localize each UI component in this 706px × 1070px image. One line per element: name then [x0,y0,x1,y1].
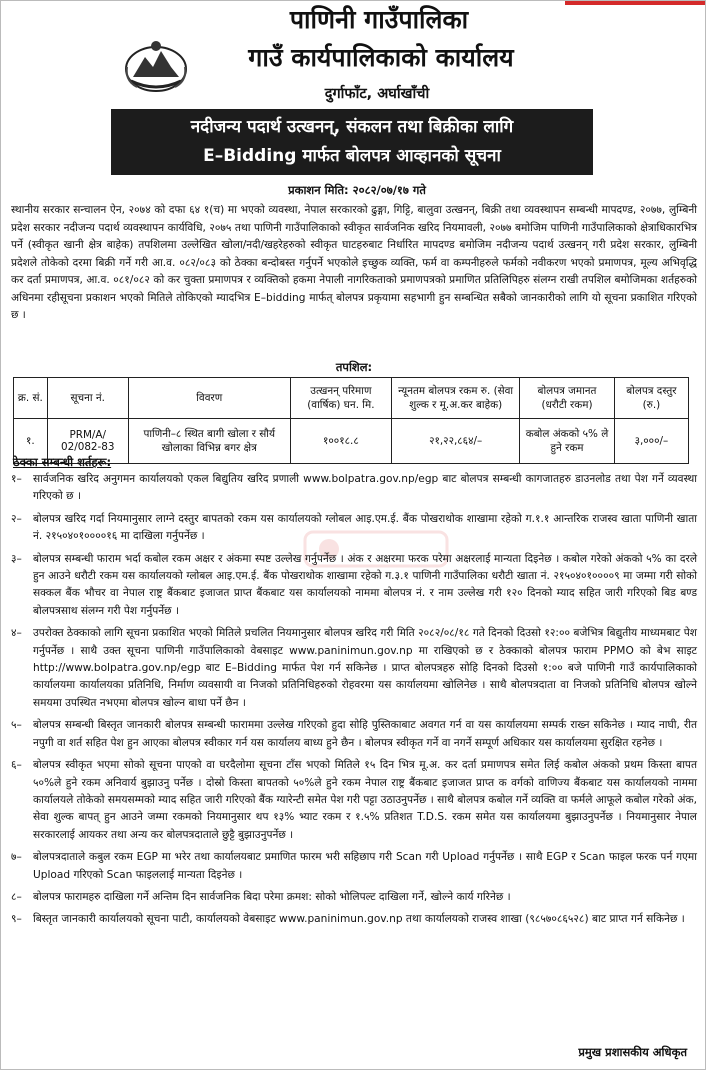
term-number: ४– [11,627,22,640]
office-name: गाउँ कार्यपालिकाको कार्यालय [248,43,514,72]
term-number: ६– [11,759,22,772]
term-text: बोलपत्र सम्बन्धी फाराम भर्दा कबोल रकम अक्षर र अंकमा स्पष्ट उल्लेख गर्नुपर्नेछ । अंक र अक्षरमा फरक परेमा अक्षरलाई मान्यता दिइनेछ । कबोल गरेको अंकको ५% का दरले हुन आउने धरौटी रकम यस कार्यालयको ग्लोबल आइ.एम.ई. बैंक पोखराथोक शाखामा रहेको ग.३.१ पाणिनी गाउँपालिका धरौटी खाता नं. २१५०४०१००००९ मा जम्मा गरी सोको सक्कल बैंक भौचर वा नेपाल राष्ट्र बैंकबाट इजाजत प्राप्त बैंकबाट यस कार्यालयको नाममा बोलपत्र नं. र नाम उल्लेख गरी १२० दिनको म्याद सहित जारी गरिएको बिड बण्ड बोलपत्रसाथ संलग्न गरी पेश गर्नुपर्नेछ । [33,552,697,617]
term-item [11,849,697,884]
tender-details-table [13,377,689,464]
banner-line-2: E–Bidding मार्फत बोलपत्र आव्हानको सूचना [203,146,501,166]
term-text: बोलपत्र फारामहरु दाखिला गर्ने अन्तिम दिन सार्वजनिक बिदा परेमा क्रमश: सोको भोलिपल्ट दाखिला गर्ने, खोल्ने कार्य गरिनेछ । [33,890,511,903]
terms-title: ठेक्का सम्बन्धी शर्तहरू: [13,455,112,469]
term-number: १– [11,473,22,485]
header-sn: क्र. सं. [14,378,48,419]
cell-min-bid: २१,२२,८६४/– [392,419,520,464]
term-number: ३– [11,552,22,565]
term-number: ५– [11,719,22,732]
signature-title: प्रमुख प्रशासकीय अधिकृत [578,1045,687,1059]
header-bid-security: बोलपत्र जमानत (धरौटी रकम) [520,378,615,419]
term-number: २– [11,512,22,525]
header-quantity: उत्खनन् परिमाण (वार्षिक) घन. मि. [290,378,391,419]
cell-bid-security: कबोल अंकको ५% ले हुने रकम [520,419,615,464]
table-header-row [14,378,689,419]
term-item [11,757,697,844]
office-address: दुर्गाफाँट, अर्घाखाँची [324,86,430,102]
term-item [11,511,697,546]
banner-line-1: नदीजन्य पदार्थ उत्खनन्, संकलन तथा बिक्रीका लागि [190,117,514,137]
term-text: बिस्तृत जानकारी कार्यालयको सूचना पाटी, कार्यालयको वेबसाइट www.paninimun.gov.np तथा कार्यालयको राजस्व शाखा (९८५७०८६५२८) बाट प्राप्त गर्न सकिनेछ । [33,913,685,926]
term-number: ८– [11,890,22,903]
cell-bid-fee: ३,०००/– [614,419,688,464]
term-number: ९– [11,913,22,926]
term-item [11,551,697,621]
term-text: सार्वजनिक खरिद अनुगमन कार्यालयको एकल बिद्युतिय खरिद प्रणाली www.bolpatra.gov.np/egp बाट बोलपत्र सम्बन्धी कागजातहरु डाउनलोड तथा पेश गर्ने व्यवस्था गरिएको छ । [33,473,697,503]
header-min-bid: न्यूनतम बोलपत्र रकम रु. (सेवा शुल्क र मू.अ.कर बाहेक) [392,378,520,419]
table-row [14,419,689,464]
term-item [11,889,697,906]
intro-paragraph: स्थानीय सरकार सन्चालन ऐन, २०७४ को दफा ६४ १(च) मा भएको व्यवस्था, नेपाल सरकारको ढुङ्गा, गिट्टि, बालुवा उत्खनन्, बिक्री तथा व्यवस्थापन सम्बन्धी मापदण्ड, २०७७, लुम्बिनी प्रदेश सरकार नदीजन्य पदार्थ व्यवस्थापन कार्यविधि, २०७५ तथा पाणिनी गाउँपालिकाको स्वीकृत सार्वजनिक खरिद नियमावली, २०७७ बमोजिम पाणिनी गाउँपालिकाको क्षेत्राधिकारभित्र पर्ने (स्वीकृत खानी क्षेत्र बाहेक) तपशिलमा उल्लेखित खोला/नदी/खहरेहरुको स्वीकृत घाटहरुबाट निर्धारित मापदण्ड बमोजिम नदीजन्य पदार्थ उत्खनन् गरी प्रदेश सरकार, लुम्बिनी प्रदेशले तोकेको दरमा बिक्री गर्ने गरी आ.व. ०८२/०८३ को ठेक्का बन्दोबस्त गर्नुपर्ने भएकोले इच्छुक व्यक्ति, फर्म वा कम्पनीहरुले फर्मको नवीकरण भएको प्रमाणपत्र, मूल्य अभिवृद्धि कर दर्ता प्रमाणपत्र, आ.व. ०८१/०८२ को कर चुक्ता प्रमाणपत्र र व्यक्तिको हकमा नेपाली नागरिकताको प्रमाणपत्रको प्रमाणित प्रतिलिपिहरु संलग्न राखी तपशिल बमोजिमका शर्तहरुको अधिनमा रहीसूचना प्रकाशन भएको मितिले तोकिएको म्यादभित्र E–bidding मार्फत् बोलपत्र प्रकृयामा सहभागी हुन सम्बन्धित सबैको जानकारीको लागि यो सूचना प्रकाशित गरिएको छ । [11,204,697,321]
cell-description: पाणिनी–८ स्थित बागी खोला र सौर्य खोलाका विभिन्न बगर क्षेत्र [128,419,290,464]
term-item [11,471,697,506]
term-number: ७– [11,851,22,864]
term-text: बोलपत्र सम्बन्धी बिस्तृत जानकारी बोलपत्र सम्बन्धी फाराममा उल्लेख गरिएको हुदा सोहि पुस्तिकाबाट अवगत गर्न वा यस कार्यालयमा सम्पर्क राख्न सकिनेछ । म्याद नाघी, रीत नपुगी वा शर्त सहित पेश हुन आएका बोलपत्र स्वीकार गर्न यस कार्यालय बाध्य हुने छैन । बोलपत्र स्वीकृत गर्ने वा नगर्ने सम्पूर्ण अधिकार यस कार्यालयमा सुरक्षित रहनेछ । [33,719,697,749]
corner-accent [565,1,705,5]
term-text: बोलपत्रदाताले कबुल रकम EGP मा भरेर तथा कार्यालयबाट प्रमाणित फारम भरी सहिछाप गरी Scan गरी Upload गर्नुपर्नेछ । साथै EGP र Scan फाइल फरक पर्न गएमा Upload गरिएको Scan फाइललाई मान्यता दिइनेछ । [33,851,697,881]
cell-notice-no: PRM/A/ 02/082-83 [47,419,128,464]
term-item [11,717,697,752]
publication-date: प्रकाशन मिति: २०८२/०७/१७ गते [288,183,426,197]
term-text: उपरोक्त ठेक्काको लागि सूचना प्रकाशित भएको मितिले प्रचलित नियमानुसार बोलपत्र खरिद गरी मिति २०८२/०८/१८ गते दिनको दिउसो १२:०० बजेभित्र बिद्युतीय माध्यमबाट पेश गर्नुपर्नेछ । साथै उक्त सूचना पाणिनी गाउँपालिकाको वेबसाइट www.paninimun.gov.np मा राखिएको छ र ठेक्काको बोलपत्र फाराम PPMO को बेभ साइट http://www.bolpatra.gov.np/egp बाट E–Bidding मार्फत पेश गर्न सकिनेछ । प्राप्त बोलपत्रहरु सोहि दिनको दिउसो १:०० बजे पाणिनी गाउँ कार्यपालिकाको कार्यालयमा कार्यालयका प्रतिनिधि, निर्माण व्यवसायी वा निजको प्रतिनिधिहरुको रोहवरमा यस कार्यालयमा खोलिनेछ । साथै बोलपत्रदाता वा निजको प्रतिनिधि बोलपत्र खोल्ने समयमा उपस्थित नभएमा बोलपत्र खोल्न बाधा पर्ने छैन । [33,627,697,709]
nepal-emblem-icon [123,37,189,95]
header-description: विवरण [128,378,290,419]
org-name: पाणिनी गाउँपालिका [289,5,469,34]
header-notice-no: सूचना नं. [47,378,128,419]
terms-list [11,471,697,934]
header-bid-fee: बोलपत्र दस्तुर (रु.) [614,378,688,419]
term-item [11,911,697,928]
term-item [11,625,697,712]
cell-quantity: १००१८.८ [290,419,391,464]
notice-banner [111,109,593,175]
term-text: बोलपत्र स्वीकृत भएमा सोको सूचना पाएको वा घरदैलोमा सूचना टाँस भएको मितिले १५ दिन भित्र मू.अ. कर दर्ता प्रमाणपत्र समेत लिई कबोल अंकको प्रथम किस्ता बापत ५०%ले हुने रकम अनिवार्य बुझाउनु पर्नेछ । दोस्रो किस्ता बापतको ५०%ले हुने रकम नेपाल राष्ट्र बैंकबाट इजाजत प्राप्त क वर्गको वाणिज्य बैंकबाट यस कार्यालयको नाममा कार्यालयले तोकेको समयसम्मको म्याद सहित जारी गरिएको बैंक ग्यारेन्टी समेत पेश गरी पट्टा उठाउनुपर्नेछ । साथै बोलपत्र कबोल गर्ने व्यक्ति वा फर्मले आफूले कबोल गरेको अंक, सेवा शुल्क बापत् हुन आउने जम्मा रकमको नियमानुसार थप १३% भ्याट रकम र १.५% प्रतिशत T.D.S. रकम समेत यस कार्यालयमा बुझाउनुपर्नेछ । नियमानुसार नेपाल सरकारलाई आयकर तथा अन्य कर बोलपत्रदाताले छुट्टै बुझाउनुपर्नेछ । [33,759,697,841]
table-caption: तपशिल: [335,360,373,374]
term-text: बोलपत्र खरिद गर्दा नियमानुसार लाग्ने दस्तुर बापतको रकम यस कार्यालयको ग्लोबल आइ.एम.ई. बैंक पोखराथोक शाखामा रहेको ग.१.१ आन्तरिक राजस्व खाता पाणिनी खाता नं. २१५०४०१००००१६ मा दाखिला गर्नुपर्नेछ । [33,512,697,543]
cell-sn: १. [14,419,48,464]
